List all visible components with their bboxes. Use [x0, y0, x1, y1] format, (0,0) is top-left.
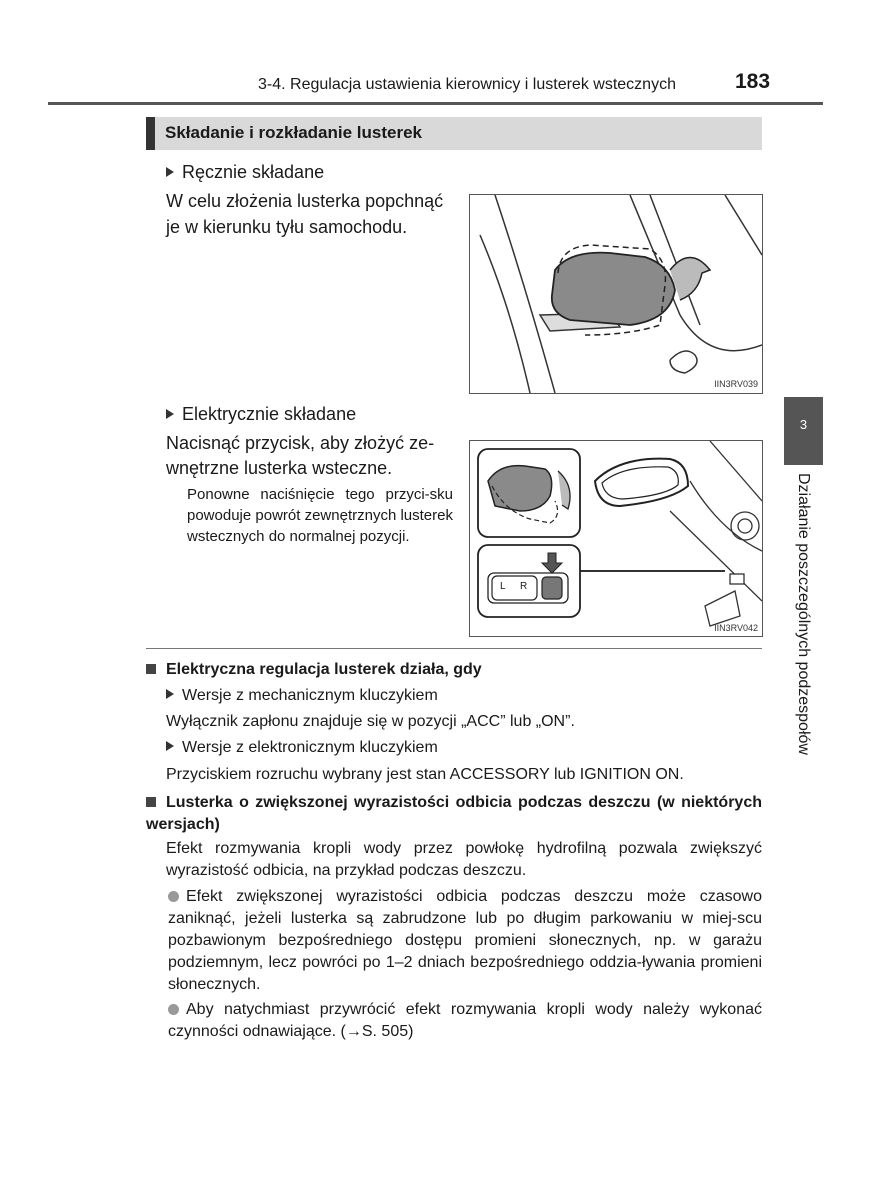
section-title: Składanie i rozkładanie lusterek — [165, 123, 423, 142]
triangle-bullet-icon — [166, 167, 174, 177]
manual-text-1: W celu złożenia lusterka popchnąć — [166, 191, 444, 211]
figure-code-1: IIN3RV039 — [714, 379, 758, 389]
switch-label-l: L — [500, 581, 506, 592]
rain-heading: Lusterka o zwiększonej wyrazistości odbicia podczas deszczu (w niektórych wersjach) — [146, 794, 762, 833]
manual-heading: Ręcznie składane — [166, 159, 324, 185]
electric-text-1: Nacisnąć przycisk, aby złożyć ze- — [166, 433, 435, 453]
chapter-title: Działanie poszczególnych podzespołów — [795, 473, 812, 755]
conditions-heading: Elektryczna regulacja lusterek działa, gdy — [146, 659, 482, 681]
rain-bullet-1: Efekt zwiększonej wyrazistości odbicia podczas deszczu może czasowo zaniknąć, jeżeli lusterka są zabrudzone lub po długim parkowaniu w miej-scu pozbawionym bezpośredniego dostępu promieni słonecznych, np. w garażu podziemnym, lecz powróci po 1–2 dniach bezpośredniego oddzia-ływania promieni słonecznych. — [168, 888, 762, 993]
triangle-bullet-icon — [166, 409, 174, 419]
figure-code-2: IIN3RV042 — [714, 623, 758, 633]
figure-manual-mirror — [469, 194, 763, 394]
rain-text: Efekt rozmywania kropli wody przez powłokę hydrofilną pozwala zwiększyć wyrazistość odbicia, na przykład podczas deszczu. — [166, 840, 762, 879]
section-title-box — [146, 117, 762, 150]
triangle-bullet-icon — [166, 689, 174, 699]
switch-label-r: R — [520, 581, 528, 592]
elec-heading: Wersje z elektronicznym kluczykiem — [166, 737, 438, 759]
mech-heading: Wersje z mechanicznym kluczykiem — [166, 685, 438, 707]
electric-heading: Elektrycznie składane — [166, 401, 356, 427]
mech-text: Wyłącznik zapłonu znajduje się w pozycji „ACC” lub „ON”. — [166, 713, 575, 730]
square-bullet-icon — [146, 664, 156, 674]
electric-note: Ponowne naciśnięcie tego przyci-sku powoduje powrót zewnętrznych lusterek wstecznych do normalnej pozycji. — [187, 486, 453, 545]
electric-text-2: wnętrzne lusterka wsteczne. — [166, 458, 393, 478]
chapter-tab — [784, 397, 823, 465]
manual-mirror-illustration — [470, 195, 762, 393]
rain-bullet-2: Aby natychmiast przywrócić efekt rozmywania kropli wody należy wykonać czynności odnawiające. (→S. 505) — [168, 1001, 762, 1040]
elec-text: Przyciskiem rozruchu wybrany jest stan ACCESSORY lub IGNITION ON. — [166, 766, 684, 783]
figure-electric-mirror — [469, 440, 763, 637]
section-title-bar — [146, 117, 155, 150]
chapter-number: 3 — [799, 417, 808, 432]
circle-bullet-icon — [168, 1004, 179, 1015]
circle-bullet-icon — [168, 891, 179, 902]
electric-mirror-illustration — [470, 441, 762, 636]
page-number: 183 — [735, 70, 771, 93]
header-rule — [48, 102, 823, 105]
triangle-bullet-icon — [166, 741, 174, 751]
square-bullet-icon — [146, 797, 156, 807]
section-separator — [146, 648, 762, 649]
running-header: 3-4. Regulacja ustawienia kierownicy i lusterek wstecznych — [258, 76, 676, 93]
manual-text-2: je w kierunku tyłu samochodu. — [166, 217, 408, 237]
chapter-side-label — [784, 465, 823, 805]
